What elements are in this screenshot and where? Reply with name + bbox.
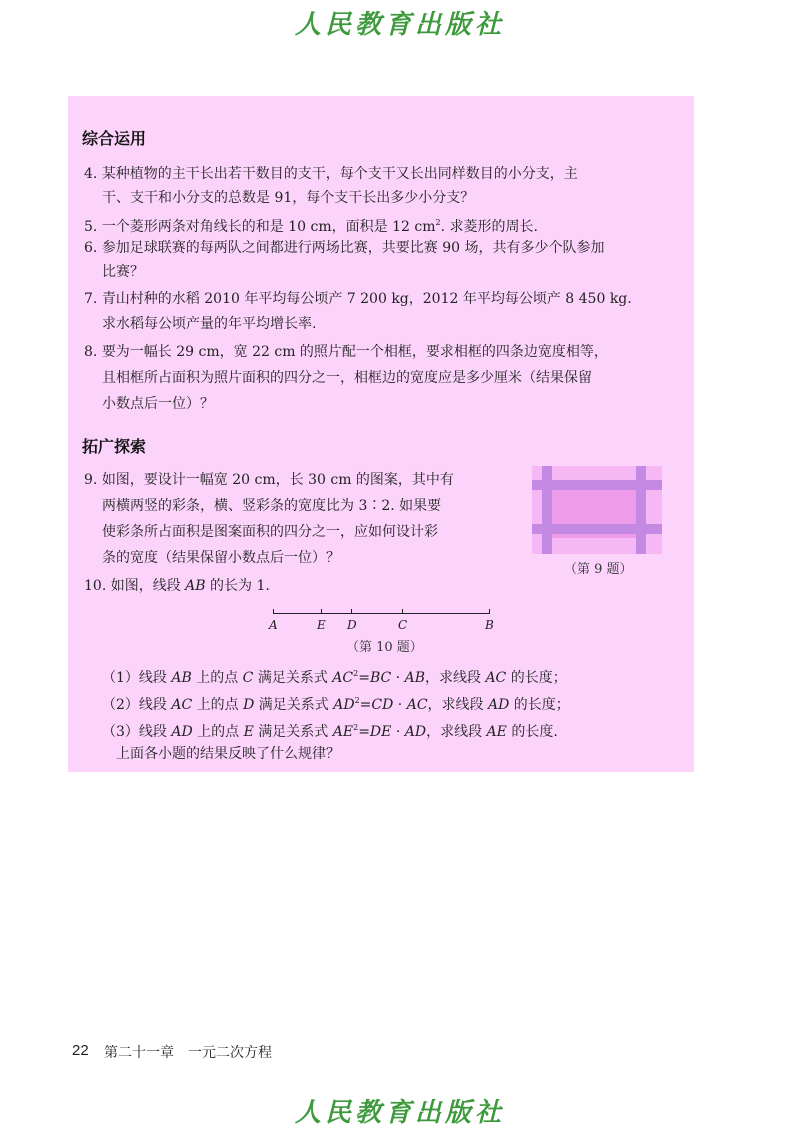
- page-number: 22: [72, 1042, 89, 1059]
- q6-line-1: 6. 参加足球联赛的每两队之间都进行两场比赛，共要比赛 90 场，共有多少个队参加: [84, 240, 605, 256]
- tick-b: [489, 609, 490, 614]
- tick-d: [351, 609, 352, 614]
- label-a: A: [269, 618, 278, 632]
- q9-line-2: 两横两竖的彩条，横、竖彩条的宽度比为 3∶2. 如果要: [102, 498, 442, 514]
- label-e: E: [317, 618, 326, 632]
- exercise-panel: [68, 96, 694, 772]
- q10-part-2: （2）线段 AC 上的点 D 满足关系式 $AD^2=CD$ · AC，求线段 AD 的长度；: [102, 696, 570, 713]
- section-title-application: 综合运用: [82, 129, 147, 148]
- q4-line-2: 干、支干和小分支的总数是 91，每个支干长出多少小分支？: [102, 190, 475, 206]
- figure-9-vertical-stripe-2: [636, 466, 646, 554]
- q9-line-1: 9. 如图，要设计一幅宽 20 cm，长 30 cm 的图案，其中有: [84, 472, 454, 488]
- label-c: C: [398, 618, 408, 632]
- figure-9-vertical-stripe-1: [542, 466, 552, 554]
- q8-line-1: 8. 要为一幅长 29 cm，宽 22 cm 的照片配一个相框，要求相框的四条边宽度相等，: [84, 344, 608, 360]
- q7-line-1: 7. 青山村种的水稻 2010 年平均每公顷产 7 200 kg，2012 年平均每公顷产 8 450 kg.: [84, 291, 632, 307]
- q9-line-4: 条的宽度（结果保留小数点后一位）？: [102, 550, 340, 566]
- figure-9-caption: （第 9 题）: [564, 562, 633, 577]
- q10-line-1: 10. 如图，线段 AB 的长为 1.: [84, 578, 270, 594]
- tick-a: [273, 609, 274, 614]
- q10-part-3: （3）线段 AD 上的点 E 满足关系式 $AE^2=DE$ · AD，求线段 AE 的长度.: [102, 723, 558, 740]
- tick-c: [402, 609, 403, 614]
- label-d: D: [347, 618, 357, 632]
- q4-line-1: 4. 某种植物的主干长出若干数目的支干，每个支干又长出同样数目的小分支，主: [84, 166, 578, 182]
- publisher-logo-top: 人民教育出版社: [294, 10, 505, 40]
- label-b: B: [485, 618, 494, 632]
- q10-part-1: （1）线段 AB 上的点 C 满足关系式 $AC^2=BC$ · AB，求线段 AC 的长度；: [102, 669, 567, 686]
- figure-10-caption: （第 10 题）: [346, 640, 423, 655]
- q9-line-3: 使彩条所占面积是图案面积的四分之一，应如何设计彩: [102, 524, 438, 540]
- q10-last-line: 上面各小题的结果反映了什么规律？: [116, 746, 340, 762]
- section-title-exploration: 拓广探索: [82, 437, 147, 456]
- q5-line-1: 5. 一个菱形两条对角线长的和是 10 cm，面积是 12 $cm^2$. 求菱形的周长.: [84, 218, 538, 235]
- figure-9-pattern: [532, 466, 662, 554]
- q8-line-3: 小数点后一位）？: [102, 396, 214, 412]
- publisher-logo-bottom: 人民教育出版社: [294, 1098, 505, 1128]
- segment-line: [273, 613, 490, 614]
- q6-line-2: 比赛？: [102, 264, 144, 280]
- q8-line-2: 且相框所占面积为照片面积的四分之一，相框边的宽度应是多少厘米（结果保留: [102, 370, 592, 386]
- q7-line-2: 求水稻每公顷产量的年平均增长率.: [102, 316, 317, 332]
- chapter-title: 第二十一章 一元二次方程: [104, 1045, 272, 1061]
- tick-e: [321, 609, 322, 614]
